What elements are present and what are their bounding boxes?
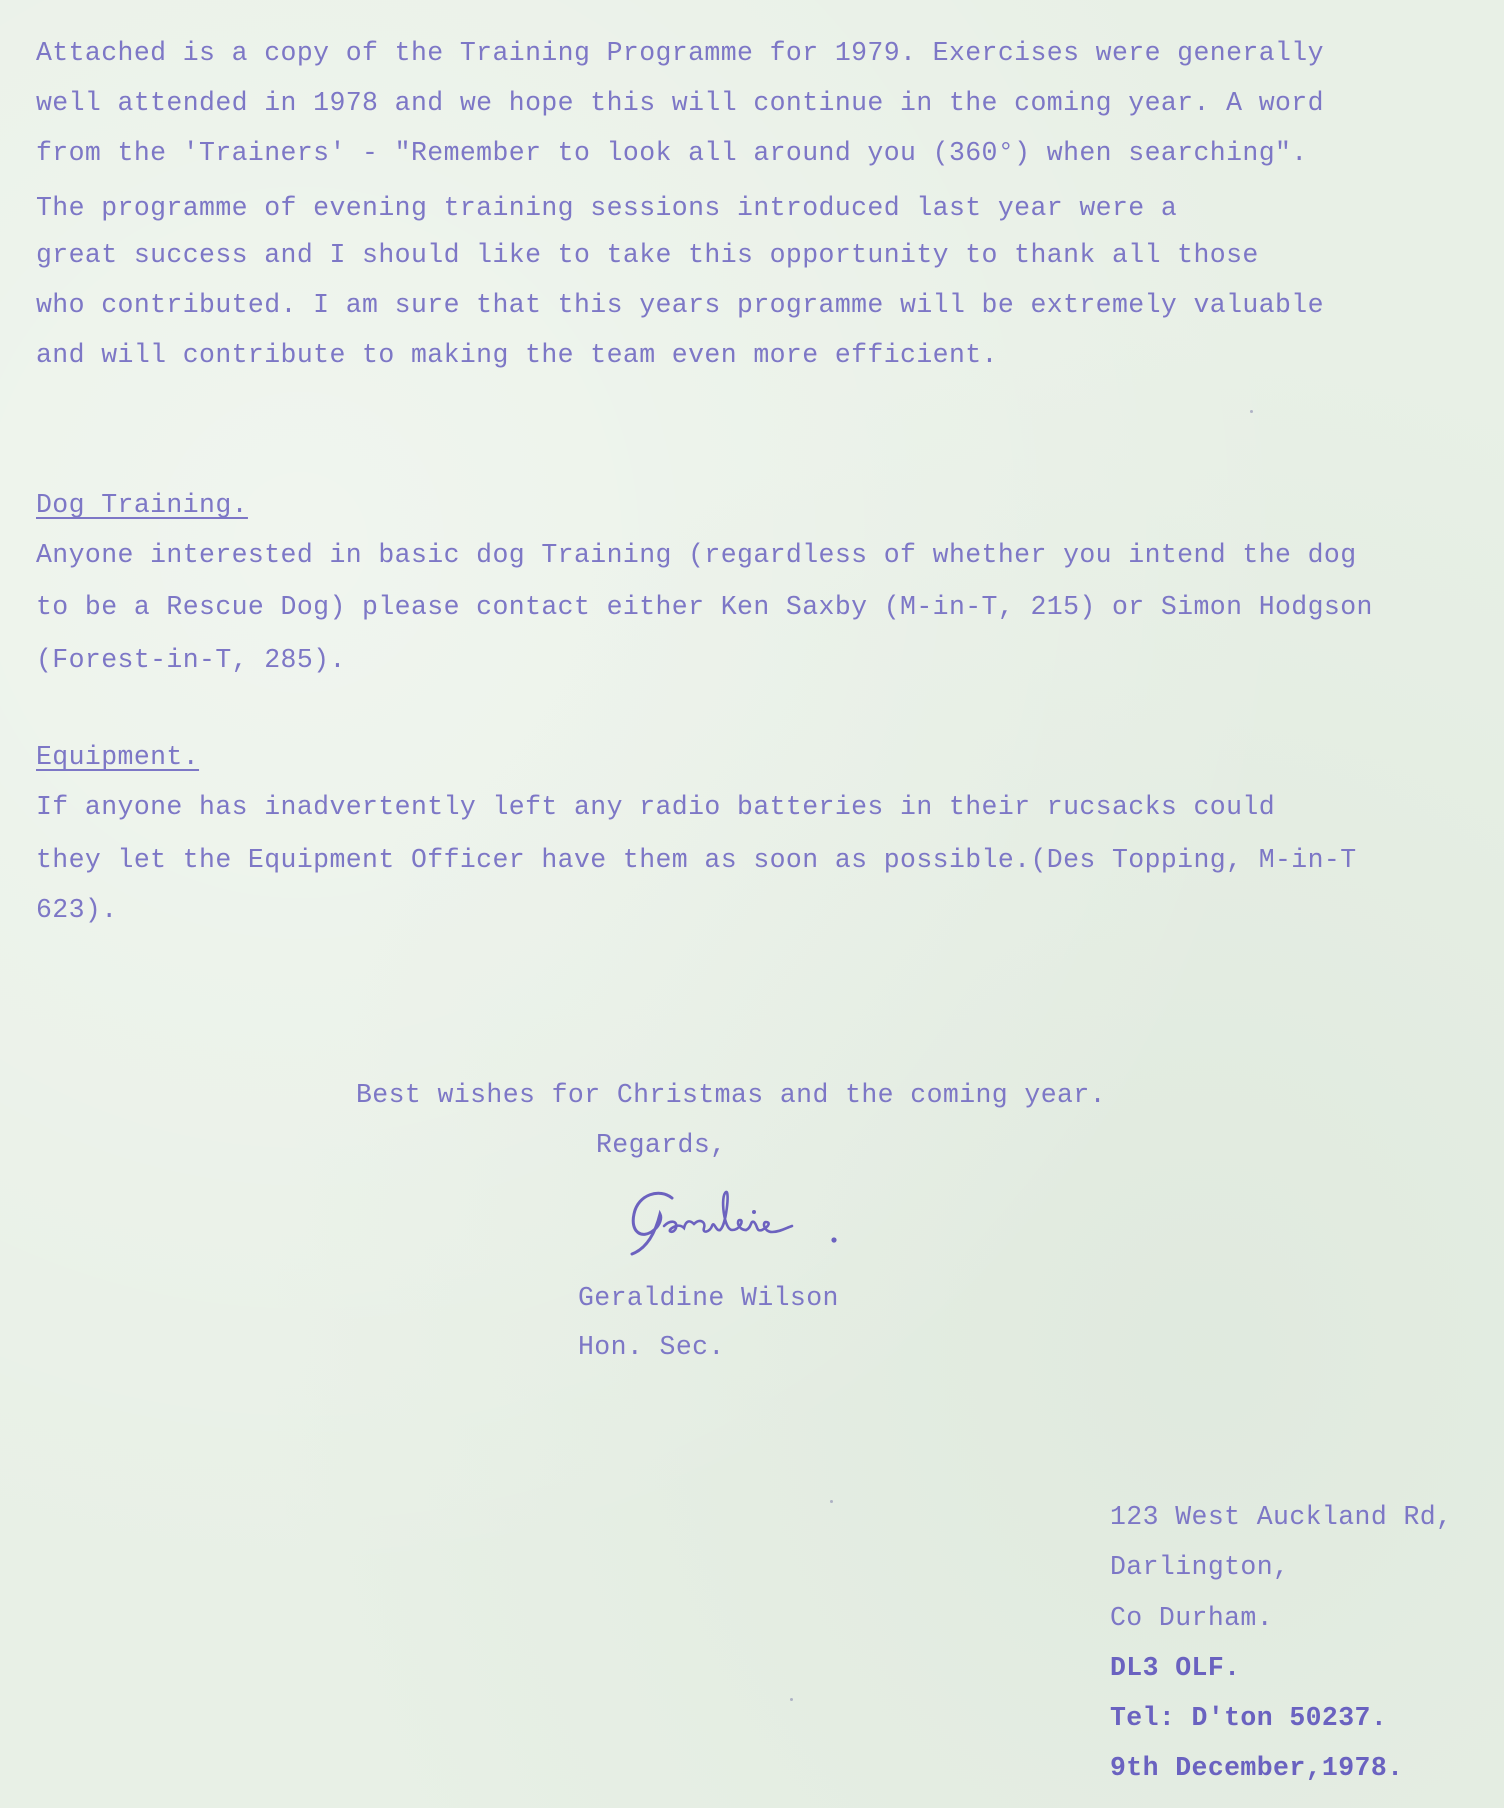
letter-date: 9th December,1978. — [1110, 1753, 1404, 1783]
address-postcode: DL3 OLF. — [1110, 1653, 1241, 1683]
intro-line-7: and will contribute to making the team even more efficient. — [36, 340, 998, 370]
signatory-name: Geraldine Wilson — [578, 1283, 839, 1313]
intro-line-1: Attached is a copy of the Training Programme for 1979. Exercises were generally — [36, 38, 1324, 68]
address-county: Co Durham. — [1110, 1603, 1274, 1633]
closing-wishes: Best wishes for Christmas and the coming year. — [356, 1080, 1106, 1110]
closing-regards: Regards, — [596, 1130, 727, 1160]
signatory-title: Hon. Sec. — [578, 1332, 725, 1362]
paper-speck — [830, 1500, 833, 1503]
equipment-line-2: they let the Equipment Officer have them as soon as possible.(Des Topping, M-in-T — [36, 845, 1357, 875]
intro-line-5: great success and I should like to take this opportunity to thank all those — [36, 240, 1259, 270]
address-street: 123 West Auckland Rd, — [1110, 1502, 1453, 1532]
handwritten-signature — [620, 1170, 860, 1270]
intro-line-6: who contributed. I am sure that this years programme will be extremely valuable — [36, 290, 1324, 320]
paper-speck — [1250, 410, 1253, 413]
address-town: Darlington, — [1110, 1552, 1290, 1582]
intro-line-3: from the 'Trainers' - "Remember to look all around you (360°) when searching". — [36, 138, 1308, 168]
dog-training-line-2: to be a Rescue Dog) please contact either Ken Saxby (M-in-T, 215) or Simon Hodgson — [36, 592, 1373, 622]
address-telephone: Tel: D'ton 50237. — [1110, 1703, 1388, 1733]
dog-training-line-1: Anyone interested in basic dog Training (regardless of whether you intend the dog — [36, 540, 1357, 570]
intro-line-4: The programme of evening training sessions introduced last year were a — [36, 193, 1178, 223]
intro-line-2: well attended in 1978 and we hope this will continue in the coming year. A word — [36, 88, 1324, 118]
paper-speck — [790, 1698, 793, 1701]
equipment-line-1: If anyone has inadvertently left any radio batteries in their rucsacks could — [36, 792, 1275, 822]
dog-training-heading: Dog Training. — [36, 490, 248, 520]
dog-training-line-3: (Forest-in-T, 285). — [36, 645, 346, 675]
equipment-heading: Equipment. — [36, 742, 200, 772]
equipment-line-3: 623). — [36, 895, 118, 925]
